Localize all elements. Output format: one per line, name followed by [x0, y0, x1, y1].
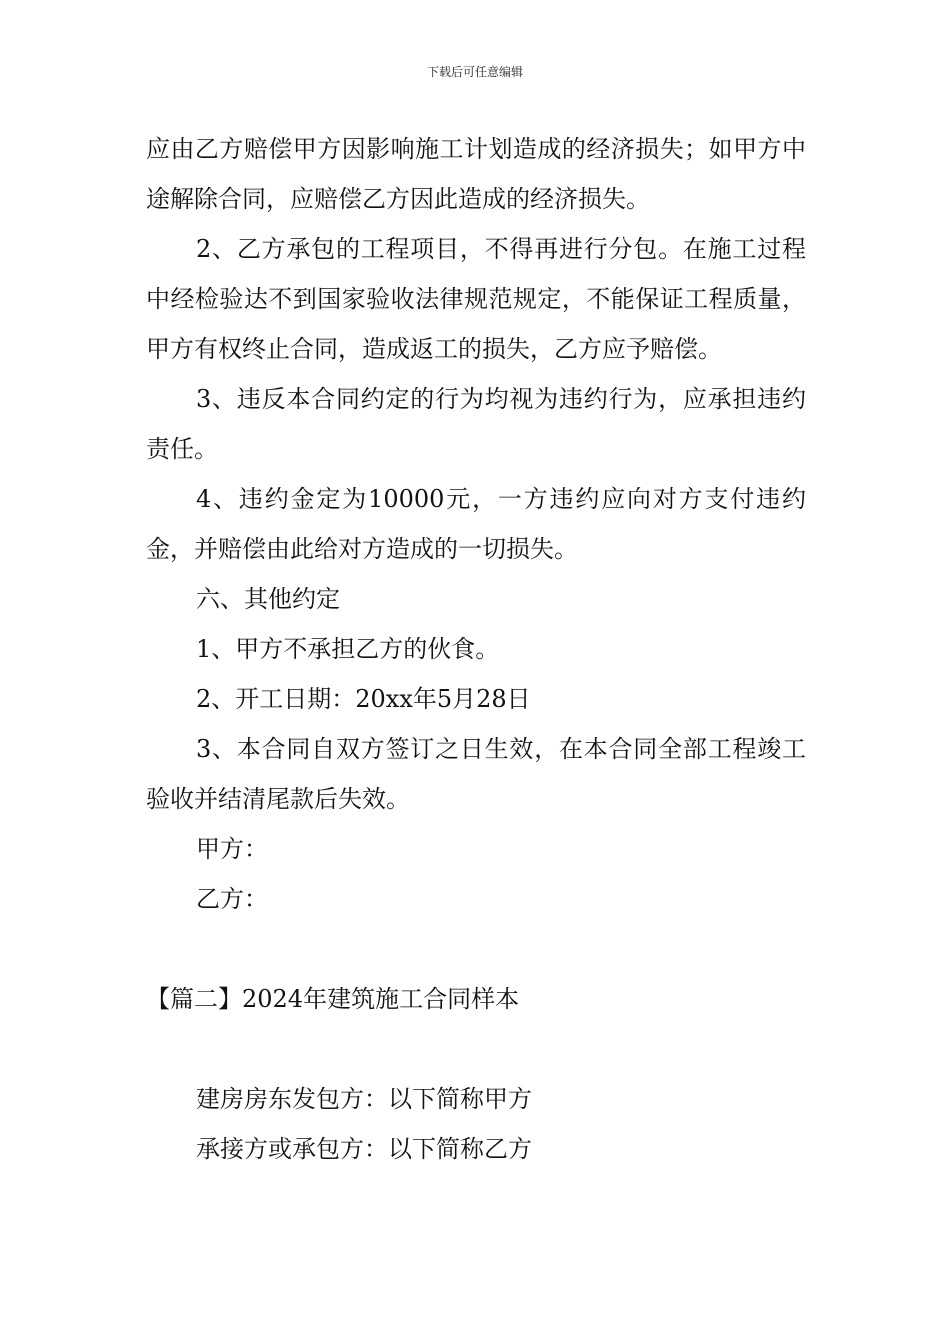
- section-heading-other-terms: 六、其他约定: [196, 585, 340, 613]
- paragraph-clause-2: 2、乙方承包的工程项目，不得再进行分包。在施工过程中经检验达不到国家验收法律规范规定，不能保证工程质量，甲方有权终止合同，造成返工的损失，乙方应予赔偿。: [146, 235, 806, 363]
- page-header-note: 下载后可任意编辑: [426, 65, 523, 79]
- section-title: 【篇二】2024年建筑施工合同样本: [146, 985, 520, 1013]
- paragraph-employer-line: 建房房东发包方：以下简称甲方: [196, 1085, 532, 1113]
- signature-party-a: 甲方：: [196, 835, 268, 863]
- paragraph-other-3: 3、本合同自双方签订之日生效，在本合同全部工程竣工验收并结清尾款后失效。: [146, 735, 806, 813]
- paragraph-clause-4: 4、违约金定为10000元，一方违约应向对方支付违约金，并赔偿由此给对方造成的一切损失。: [146, 485, 806, 563]
- paragraph-other-1: 1、甲方不承担乙方的伙食。: [196, 635, 500, 663]
- signature-party-b: 乙方：: [196, 885, 268, 913]
- spacer: [146, 1024, 806, 1074]
- paragraph-contractor-line: 承接方或承包方：以下简称乙方: [196, 1135, 532, 1163]
- paragraph-clause-3: 3、违反本合同约定的行为均视为违约行为，应承担违约责任。: [146, 385, 806, 463]
- paragraph-other-2: 2、开工日期：20xx年5月28日: [196, 685, 531, 713]
- document-body: [146, 124, 806, 1174]
- paragraph-continuation: 应由乙方赔偿甲方因影响施工计划造成的经济损失；如甲方中途解除合同，应赔偿乙方因此造成的经济损失。: [146, 135, 806, 213]
